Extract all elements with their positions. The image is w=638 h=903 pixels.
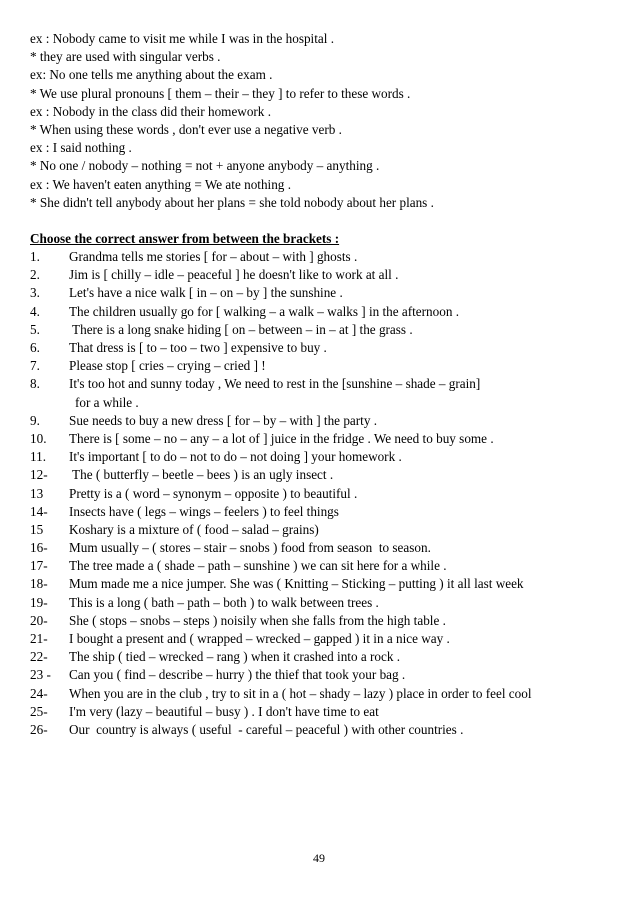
question-number: 18- [30, 576, 48, 592]
question-item [30, 666, 620, 684]
note-line: * When using these words , don't ever use a negative verb . [30, 121, 342, 137]
question-item [30, 521, 620, 539]
question-number: 2. [30, 267, 40, 283]
question-number: 9. [30, 412, 40, 428]
question-text: Mum usually – ( stores – stair – snobs ) food from season to season. [69, 540, 431, 556]
question-number: 4. [30, 303, 40, 319]
question-item [30, 685, 620, 703]
question-text: When you are in the club , try to sit in a ( hot – shady – lazy ) place in order to feel cool [69, 685, 532, 701]
question-number: 20- [30, 612, 48, 628]
question-item [30, 448, 620, 466]
question-number: 1. [30, 249, 40, 265]
question-number: 23 - [30, 667, 51, 683]
question-text: Let's have a nice walk [ in – on – by ] the sunshine . [69, 285, 343, 301]
note-line: * they are used with singular verbs . [30, 49, 221, 65]
note-line: * She didn't tell anybody about her plans = she told nobody about her plans . [30, 194, 434, 210]
spacer [30, 212, 620, 230]
question-item [30, 648, 620, 666]
note-line: ex : Nobody came to visit me while I was in the hospital . [30, 31, 334, 46]
question-text: Koshary is a mixture of ( food – salad – grains) [69, 521, 319, 537]
question-item [30, 612, 620, 630]
question-text: The tree made a ( shade – path – sunshine ) we can sit here for a while . [69, 558, 447, 574]
question-text: The children usually go for [ walking – a walk – walks ] in the afternoon . [69, 303, 460, 319]
note-line: ex: No one tells me anything about the exam . [30, 67, 273, 83]
question-item [30, 557, 620, 575]
question-text: Mum made me a nice jumper. She was ( Knitting – Sticking – putting ) it all last week [69, 576, 524, 592]
document-page [30, 30, 620, 739]
question-number: 13 [30, 485, 44, 501]
question-item [30, 321, 620, 339]
question-text: It's important [ to do – not to do – not doing ] your homework . [69, 449, 402, 465]
question-item [30, 284, 620, 302]
question-number: 6. [30, 340, 40, 355]
note-line: ex : I said nothing . [30, 140, 132, 156]
page-number: 49 [313, 851, 325, 865]
question-item [30, 539, 620, 557]
question-text: Please stop [ cries – crying – cried ] ! [69, 358, 266, 374]
question-number: 24- [30, 685, 48, 701]
question-item [30, 485, 620, 503]
question-number: 5. [30, 321, 40, 337]
question-item [30, 375, 620, 393]
question-text-continued: for a while . [75, 394, 139, 410]
question-item [30, 339, 620, 357]
question-text: There is a long snake hiding [ on – between – in – at ] the grass . [69, 321, 413, 337]
question-number: 26- [30, 721, 48, 737]
note-line: ex : We haven't eaten anything = We ate nothing . [30, 176, 291, 192]
note-line: * We use plural pronouns [ them – their – they ] to refer to these words . [30, 85, 411, 101]
question-text: I bought a present and ( wrapped – wrecked – gapped ) it in a nice way . [69, 631, 450, 646]
question-item [30, 703, 620, 721]
question-text: I'm very (lazy – beautiful – busy ) . I don't have time to eat [69, 703, 379, 719]
question-number: 10. [30, 430, 47, 446]
question-number: 19- [30, 594, 48, 610]
question-text: It's too hot and sunny today , We need to rest in the [sunshine – shade – grain] [69, 376, 481, 392]
question-number: 17- [30, 558, 48, 574]
question-text: The ship ( tied – wrecked – rang ) when it crashed into a rock . [69, 649, 401, 665]
question-number: 7. [30, 358, 40, 374]
question-text: Our country is always ( useful - careful – peaceful ) with other countries . [69, 721, 464, 737]
exercise-list [30, 248, 620, 739]
question-number: 21- [30, 631, 48, 646]
question-number: 8. [30, 376, 40, 392]
question-item [30, 575, 620, 593]
question-number: 12- [30, 467, 48, 483]
note-line: ex : Nobody in the class did their homework . [30, 103, 271, 119]
question-number: 15 [30, 521, 44, 537]
note-line: * No one / nobody – nothing = not + anyone anybody – anything . [30, 158, 380, 174]
question-item [30, 248, 620, 266]
question-item [30, 430, 620, 448]
question-number: 22- [30, 649, 48, 665]
question-text: Can you ( find – describe – hurry ) the thief that took your bag . [69, 667, 406, 683]
question-number: 16- [30, 540, 48, 556]
question-number: 25- [30, 703, 48, 719]
question-number: 14- [30, 503, 48, 519]
question-item [30, 266, 620, 284]
question-item [30, 721, 620, 739]
question-text: Sue needs to buy a new dress [ for – by – with ] the party . [69, 412, 378, 428]
question-item [30, 466, 620, 484]
question-text: That dress is [ to – too – two ] expensive to buy . [69, 340, 327, 355]
exercise-heading: Choose the correct answer from between the brackets : [30, 230, 340, 246]
question-text: Pretty is a ( word – synonym – opposite ) to beautiful . [69, 485, 358, 501]
intro-notes [30, 30, 620, 212]
question-item [30, 357, 620, 375]
question-item [30, 303, 620, 321]
question-item [30, 594, 620, 612]
question-text: There is [ some – no – any – a lot of ] juice in the fridge . We need to buy some . [69, 430, 494, 446]
question-number: 11. [30, 449, 46, 465]
question-text: This is a long ( bath – path – both ) to walk between trees . [69, 594, 379, 610]
question-item [30, 630, 620, 648]
question-text: The ( butterfly – beetle – bees ) is an ugly insect . [69, 467, 334, 483]
question-text: She ( stops – snobs – steps ) noisily when she falls from the high table . [69, 612, 446, 628]
question-number: 3. [30, 285, 40, 301]
question-item [30, 503, 620, 521]
question-text: Jim is [ chilly – idle – peaceful ] he doesn't like to work at all . [69, 267, 399, 283]
question-text: Grandma tells me stories [ for – about – with ] ghosts . [69, 249, 358, 265]
question-text: Insects have ( legs – wings – feelers ) to feel things [69, 503, 339, 519]
question-item [30, 412, 620, 430]
